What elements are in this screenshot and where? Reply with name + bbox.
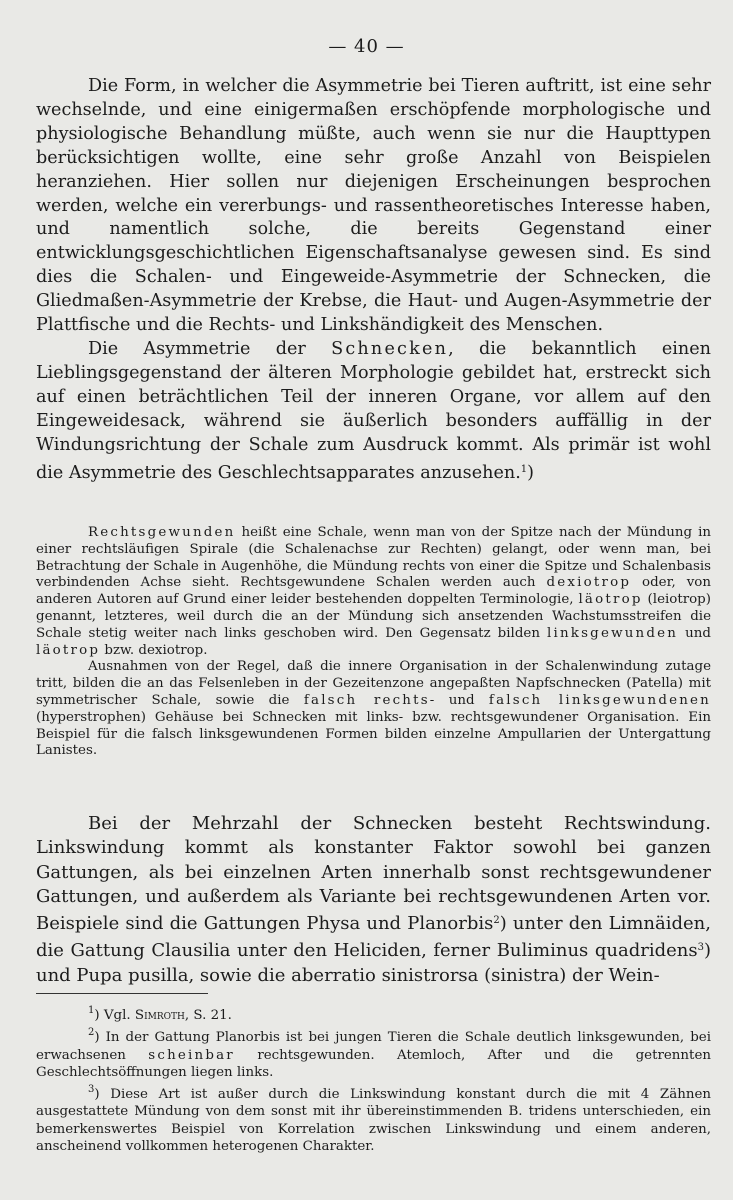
footnote-ref: 1 bbox=[520, 463, 528, 475]
text-run: ) bbox=[527, 462, 535, 483]
text-run: ) und Pupa pusilla, sowie die aberratio sinistrorsa (sinistra) der Wein- bbox=[36, 940, 711, 986]
paragraph-right-winding bbox=[36, 812, 711, 988]
spaced-term: Rechtsgewunden bbox=[88, 525, 236, 540]
text-run: - und bbox=[429, 692, 489, 708]
spaced-term: Schnecken bbox=[331, 338, 449, 359]
text-run: (leiotrop) genannt, letzteres, weil durch die an der Mündung sich ansetzenden Wachstumsstreifen die Schale stetig weiter nach links geschoben wird. Den Gegensatz bilden bbox=[36, 592, 711, 641]
footnote-ref: 3 bbox=[697, 942, 704, 954]
text-run: ) unter den Limnäiden, die Gattung Clausilia unter den Heliciden, ferner Buliminus quadridens bbox=[36, 913, 711, 962]
text-run: ) In der Gattung Planorbis ist bei jungen Tieren die Schale deutlich linksgewunden, bei erwachsenen bbox=[36, 1030, 711, 1063]
text-run: rechtsgewunden. Atemloch, After und die getrennten Geschlechtsöffnungen liegen links. bbox=[36, 1047, 711, 1080]
text-run: ) Vgl. bbox=[94, 1008, 135, 1023]
footnote-ref: 2 bbox=[493, 915, 500, 927]
spaced-term: linksgewunden bbox=[547, 625, 679, 641]
footnote-2 bbox=[36, 1024, 711, 1081]
text-run: Die Asymmetrie der bbox=[88, 338, 332, 359]
main-text-lower bbox=[36, 812, 711, 988]
paragraph-snail-asymmetry bbox=[36, 338, 711, 485]
text-run: bzw. dexiotrop. bbox=[100, 642, 208, 658]
text-run: Bei der Mehrzahl der Schnecken besteht Rechtswindung. Linkswindung kommt als konstanter Faktor sowohl bei ganzen Gattungen, als bei einzelnen Arten innerhalb sonst rechtsgewundener Gattungen, und außerdem als Variante bei rechtsgewundenen Arten vor. Beispiele sind die Gattungen Physa und Planorbis bbox=[36, 813, 711, 935]
paragraph-asymmetry-forms: Die Form, in welcher die Asymmetrie bei Tieren auftritt, ist eine sehr wechselnde, und eine einigermaßen erschöpfende morphologische und physiologische Behandlung müßte, auch wenn sie nur die Haupttypen berücksichtigen wollte, eine sehr große Anzahl von Beispielen heranziehen. Hier sollen nur diejenigen Erscheinungen besprochen werden, welche ein vererbungs- und rassentheoretisches Interesse haben, und namentlich solche, die bereits Gegenstand einer entwicklungsgeschichtlichen Eigenschaftsanalyse gewesen sind. Es sind dies die Schalen- und Eingeweide-Asymmetrie der Schnecken, die Gliedmaßen-Asymmetrie der Krebse, die Haut- und Augen-Asymmetrie der Plattfische und die Rechts- und Linkshändigkeit des Menschen. bbox=[36, 76, 711, 336]
small-print-note bbox=[36, 525, 711, 760]
main-text-upper bbox=[36, 75, 711, 485]
spaced-term: falsch rechts bbox=[303, 692, 430, 708]
text-run: ) Diese Art ist außer durch die Linkswindung konstant durch die mit 4 Zähnen ausgestattete Mündung von dem sonst mit ihr übereinstimmenden B. tridens unterschieden, ein bemerkenswertes Beispiel von Korrelation zwischen Linkswindung und einem anderen, anscheinend vollkommen heterogenen Charakter. bbox=[36, 1087, 711, 1155]
spaced-term: scheinbar bbox=[148, 1047, 235, 1063]
author-name: Simroth bbox=[134, 1008, 185, 1023]
footnote-number: 1 bbox=[88, 1005, 95, 1016]
spaced-term: läotrop bbox=[36, 642, 101, 658]
note-paragraph-definition bbox=[36, 525, 711, 659]
note-paragraph-exceptions bbox=[36, 659, 711, 760]
text-run: Ausnahmen von der Regel, daß die innere Organisation in der Schalenwindung zutage tritt, bilden die an das Felsenleben in der Gezeitenzone angepaßten Napfschnecken (Patella) mit symmetrischer Schale, sowie die bbox=[36, 659, 711, 708]
footnote-1 bbox=[36, 1002, 711, 1024]
text-run: oder, von anderen Autoren auf Grund einer leider bestehenden doppelten Terminologie, bbox=[36, 575, 711, 608]
footnote-divider bbox=[36, 993, 208, 994]
text-run: , die bekanntlich einen Lieblingsgegenstand der älteren Morphologie gebildet hat, erstreckt sich auf einen beträchtlichen Teil der inneren Organe, vor allem auf den Eingeweidesack, während sie äußerlich besonders auffällig in der Windungsrichtung der Schale zum Ausdruck kommt. Als primär ist wohl die Asymmetrie des Geschlechtsapparates anzusehen. bbox=[36, 338, 711, 483]
page-number: — 40 — bbox=[328, 36, 405, 57]
text-run: heißt eine Schale, wenn man von der Spitze nach der Mündung in einer rechtsläufigen Spirale (die Schalenachse zur Rechten) gelangt, oder wenn man, bei Betrachtung der Schale in Augenhöhe, die Mündung rechts von einer die Spitze und Schalenbasis verbindenden Achse sieht. Rechtsgewundene Schalen werden auch bbox=[36, 525, 711, 591]
spaced-term: läotrop bbox=[578, 592, 643, 608]
spaced-term: falsch linksgewundenen bbox=[488, 692, 711, 708]
text-run: , S. 21. bbox=[184, 1008, 232, 1023]
text-run: (hyperstrophen) Gehäuse bei Schnecken mit links- bzw. rechtsgewundener Organisation. Ein Beispiel für die falsch linksgewundenen Formen bilden einzelne Ampullarien der Untergattung Lanistes. bbox=[36, 709, 711, 759]
spaced-term: dexiotrop bbox=[546, 575, 632, 591]
footnote-number: 2 bbox=[88, 1027, 95, 1039]
text-run: und bbox=[678, 625, 711, 641]
footnote-3 bbox=[36, 1081, 711, 1155]
footnote-number: 3 bbox=[88, 1084, 95, 1096]
footnotes bbox=[36, 1002, 711, 1155]
